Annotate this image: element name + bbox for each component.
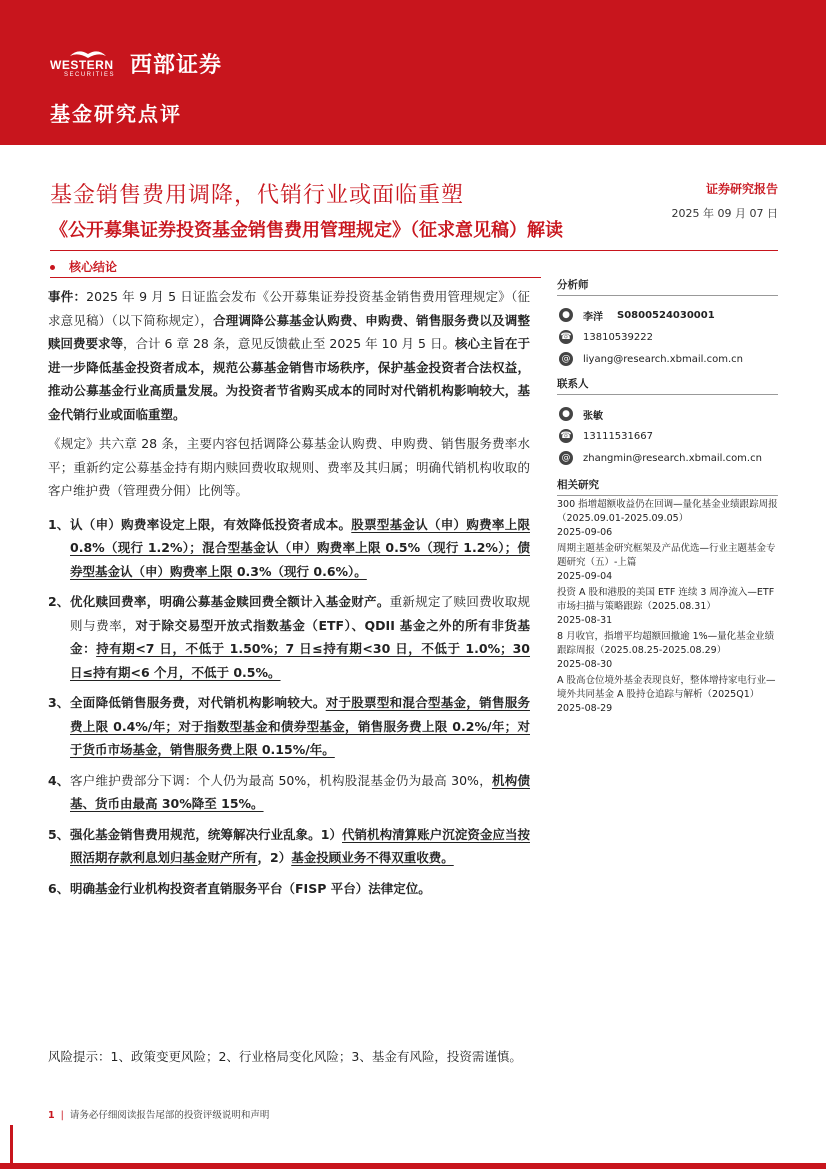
related-date: 2025-09-04 <box>557 571 613 582</box>
analyst-phone: 13810539222 <box>583 331 653 343</box>
analyst-email[interactable]: liyang@research.xbmail.com.cn <box>583 353 743 365</box>
event-paragraph <box>48 285 530 426</box>
item-detail: 股票型基金认（申）购费率上限 0.8%（现行 1.2%）；混合型基金认（申）购费率上限 0.5%（现行 1.2%）；债券型基金认（申）购费率上限 0.3%（现行 0.6%）。 <box>70 516 530 579</box>
list-item <box>48 823 530 870</box>
related-date: 2025-08-30 <box>557 659 613 670</box>
related-title: 投资 A 股和港股的美国 ETF 连续 3 周净流入—ETF 市场扫描与策略跟踪（2025.08.31） <box>557 587 775 612</box>
contact-phone-row <box>557 425 778 447</box>
person-icon: ● <box>557 405 583 423</box>
report-subtitle: 《公开募集证券投资基金销售费用管理规定》（征求意见稿）解读 <box>50 220 563 241</box>
core-heading-text: 核心结论 <box>69 260 118 274</box>
contact-email-row <box>557 447 778 469</box>
analyst-phone-row <box>557 326 778 348</box>
event-bold-2: 核心主旨在于进一步降低基金投资者成本，规范公募基金销售市场秩序，保护基金投资者合法权益，推动公募基金行业高质量发展。为投资者节省购买成本的同时对代销机构影响较大，基金代销行业或面临重塑。 <box>48 336 530 422</box>
analyst-email-row <box>557 348 778 370</box>
item-detail-underlined: 基金投顾业务不得双重收费。 <box>291 850 454 865</box>
item-lead: 强化基金销售费用规范，统筹解决行业乱象。 <box>70 826 321 842</box>
list-item <box>48 691 530 762</box>
core-conclusion-heading <box>50 258 117 275</box>
title-divider <box>50 250 778 251</box>
email-icon: @ <box>557 449 583 467</box>
item-number: 4、 <box>48 772 70 788</box>
related-item[interactable] <box>557 630 778 672</box>
related-title: A 股高仓位境外基金表现良好，整体增持家电行业—境外共同基金 A 股持仓追踪与解析（2025Q1） <box>557 675 776 700</box>
item-detail-bold: 对于除交易型开放式指数基金（ETF）、QDII 基金之外的所有非货基金： <box>70 617 530 656</box>
core-divider <box>50 277 541 278</box>
sidebar <box>557 277 778 716</box>
item-text <box>70 590 530 684</box>
item-detail: 重新规定了赎回费收取规则与费率， <box>70 594 530 633</box>
item-text: 明确基金行业机构投资者直销服务平台（FISP 平台）法律定位。 <box>70 880 431 896</box>
related-item[interactable] <box>557 586 778 628</box>
analyst-name: 李洋 <box>583 311 603 323</box>
related-heading: 相关研究 <box>557 477 778 496</box>
analyst-row <box>557 304 778 326</box>
report-type: 证券研究报告 <box>705 182 778 196</box>
item-lead: 认（申）购费率设定上限，有效降低投资者成本。 <box>70 516 352 532</box>
contact-email[interactable]: zhangmin@research.xbmail.com.cn <box>583 452 762 464</box>
section-label: 基金研究点评 <box>50 102 182 126</box>
event-text: 2025 年 9 月 5 日证监会发布《公开募集证券投资基金销售费用管理规定》（征求意见稿）（以下简称规定）， <box>48 289 530 328</box>
item-lead: 客户维护费部分下调：个人仍为最高 50%，机构股混基金仍为最高 30%， <box>70 772 492 788</box>
item-number: 6、 <box>48 880 70 896</box>
footer-accent <box>10 1125 13 1165</box>
item-detail: 机构债基、货币由最高 30%降至 15%。 <box>70 772 530 811</box>
analyst-heading: 分析师 <box>557 277 778 296</box>
related-item[interactable] <box>557 674 778 716</box>
item-number: 5、 <box>48 826 70 842</box>
person-icon: ● <box>557 306 583 324</box>
list-item <box>48 769 530 816</box>
related-item[interactable] <box>557 542 778 584</box>
logo-mark <box>50 46 124 80</box>
page-number: 1 <box>48 1110 55 1121</box>
item-text <box>70 513 530 584</box>
event-label: 事件： <box>48 289 87 304</box>
item-number: 2、 <box>48 594 70 609</box>
related-item[interactable] <box>557 498 778 540</box>
related-research <box>557 477 778 716</box>
event-bold-1: 合理调降公募基金认购费、申购费、销售服务费以及调整赎回费要求等 <box>48 312 530 351</box>
item-number: 1、 <box>48 516 70 532</box>
item-text <box>70 691 530 762</box>
item-detail: 对于股票型和混合型基金，销售服务费上限 0.4%/年；对于指数型基金和债券型基金，销售服务费上限 0.2%/年；对于货币市场基金，销售服务费上限 0.15%/年。 <box>70 695 530 757</box>
page-footer <box>48 1107 269 1121</box>
item-detail: 1） <box>320 826 342 842</box>
item-lead: 优化赎回费率，明确公募基金赎回费全额计入基金财产。 <box>70 594 390 609</box>
event-text-2: ，合计 6 章 28 条，意见反馈截止至 2025 年 10 月 5 日。 <box>123 336 455 351</box>
logo-english: WESTERN <box>50 58 114 72</box>
contact-name: 张敏 <box>583 410 603 422</box>
summary-paragraph: 《规定》共六章 28 条，主要内容包括调降公募基金认购费、申购费、销售服务费率水平；重新约定公募基金持有期内赎回费收取规则、费率及其归属；明确代销机构收取的客户维护费（管理费分佣）比例等。 <box>48 436 530 498</box>
bullet-icon <box>50 265 55 270</box>
phone-icon: ☎ <box>560 431 572 441</box>
footer-separator: | <box>60 1110 64 1121</box>
main-content <box>48 285 530 907</box>
email-icon: @ <box>557 350 583 368</box>
contact-phone: 13111531667 <box>583 430 653 442</box>
related-title: 300 指增超额收益仍在回调—量化基金业绩跟踪周报（2025.09.01-2025.09.05） <box>557 499 778 524</box>
item-detail-underlined: 代销机构清算账户沉淀资金应当按照活期存款利息划归基金财产所有 <box>70 826 530 865</box>
related-date: 2025-08-29 <box>557 703 613 714</box>
related-title: 8 月收官，指增平均超额回撤逾 1%—量化基金业绩跟踪周报（2025.08.25-2025.08.29） <box>557 631 775 656</box>
key-points-list <box>48 513 530 901</box>
item-detail-underlined: 持有期<7 日，不低于 1.50%；7 日≤持有期<30 日，不低于 1.0%；30 日≤持有期<6 个月，不低于 0.5%。 <box>70 641 530 680</box>
related-date: 2025-09-06 <box>557 527 613 538</box>
list-item <box>48 877 530 901</box>
item-lead: 全面降低销售服务费，对代销机构影响较大。 <box>70 695 326 710</box>
item-text <box>70 769 530 816</box>
report-title: 基金销售费用调降，代销行业或面临重塑 <box>50 183 465 208</box>
footer-bar <box>0 1163 826 1169</box>
related-date: 2025-08-31 <box>557 615 613 626</box>
analyst-id: S0800524030001 <box>617 309 715 321</box>
item-detail: ，2） <box>257 850 292 865</box>
logo-english-sub: SECURITIES <box>64 72 116 78</box>
list-item <box>48 590 530 684</box>
report-date: 2025 年 09 月 07 日 <box>671 207 778 220</box>
risk-warning: 风险提示：1、政策变更风险；2、行业格局变化风险；3、基金有风险，投资需谨慎。 <box>48 1049 522 1064</box>
related-title: 周期主题基金研究框架及产品优选—行业主题基金专题研究（五）-上篇 <box>557 543 776 568</box>
item-text <box>70 823 530 870</box>
header-banner <box>0 0 826 145</box>
footer-notice: 请务必仔细阅读报告尾部的投资评级说明和声明 <box>69 1110 270 1121</box>
company-logo <box>50 46 222 80</box>
list-item <box>48 513 530 584</box>
logo-chinese: 西部证券 <box>130 52 223 78</box>
item-number: 3、 <box>48 695 70 710</box>
contact-heading: 联系人 <box>557 376 778 395</box>
contact-row <box>557 403 778 425</box>
phone-icon: ☎ <box>560 332 572 342</box>
